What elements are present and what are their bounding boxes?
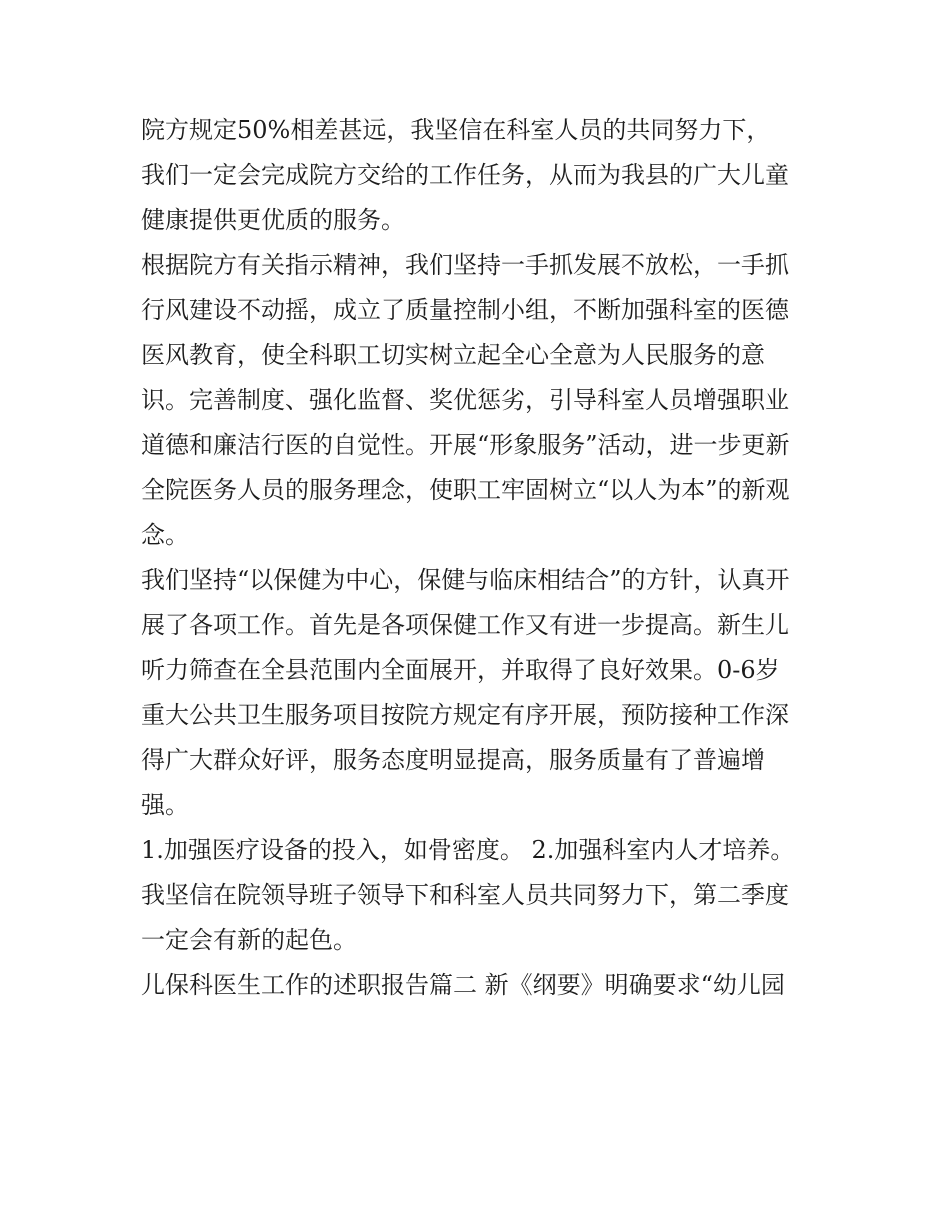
text-line-19: 一定会有新的起色。: [141, 926, 357, 954]
text-line-8: 道德和廉洁行医的自觉性。开展“形象服务”活动，进一步更新: [141, 431, 790, 459]
text-line-15: 得广大群众好评，服务态度明显提高，服务质量有了普遍增: [141, 746, 765, 774]
text-line-7: 识。完善制度、强化监督、奖优惩劣，引导科室人员增强职业: [141, 386, 789, 414]
text-line-11: 我们坚持“以保健为中心，保健与临床相结合”的方针，认真开: [141, 566, 790, 594]
text-line-3: 健康提供更优质的服务。: [141, 206, 405, 234]
text-line-13: 听力筛查在全县范围内全面展开，并取得了良好效果。0-6岁: [141, 656, 780, 684]
text-line-12: 展了各项工作。首先是各项保健工作又有进一步提高。新生儿: [141, 611, 789, 639]
text-line-17: 1.加强医疗设备的投入，如骨密度。 2.加强科室内人才培养。: [141, 836, 795, 864]
text-line-20: 儿保科医生工作的述职报告篇二 新《纲要》明确要求“幼儿园: [141, 971, 785, 999]
text-line-14: 重大公共卫生服务项目按院方规定有序开展，预防接种工作深: [141, 701, 789, 729]
text-line-6: 医风教育，使全科职工切实树立起全心全意为人民服务的意: [141, 341, 765, 369]
text-line-16: 强。: [141, 791, 189, 819]
text-line-9: 全院医务人员的服务理念，使职工牢固树立“以人为本”的新观: [141, 476, 790, 504]
document-body: [141, 108, 821, 1008]
text-line-2: 我们一定会完成院方交给的工作任务，从而为我县的广大儿童: [141, 161, 789, 189]
text-line-18: 我坚信在院领导班子领导下和科室人员共同努力下，第二季度: [141, 881, 789, 909]
text-line-5: 行风建设不动摇，成立了质量控制小组，不断加强科室的医德: [141, 296, 789, 324]
text-line-1: 院方规定50%相差甚远，我坚信在科室人员的共同努力下，: [141, 116, 771, 144]
text-line-4: 根据院方有关指示精神，我们坚持一手抓发展不放松，一手抓: [141, 251, 789, 279]
text-line-10: 念。: [141, 521, 189, 549]
